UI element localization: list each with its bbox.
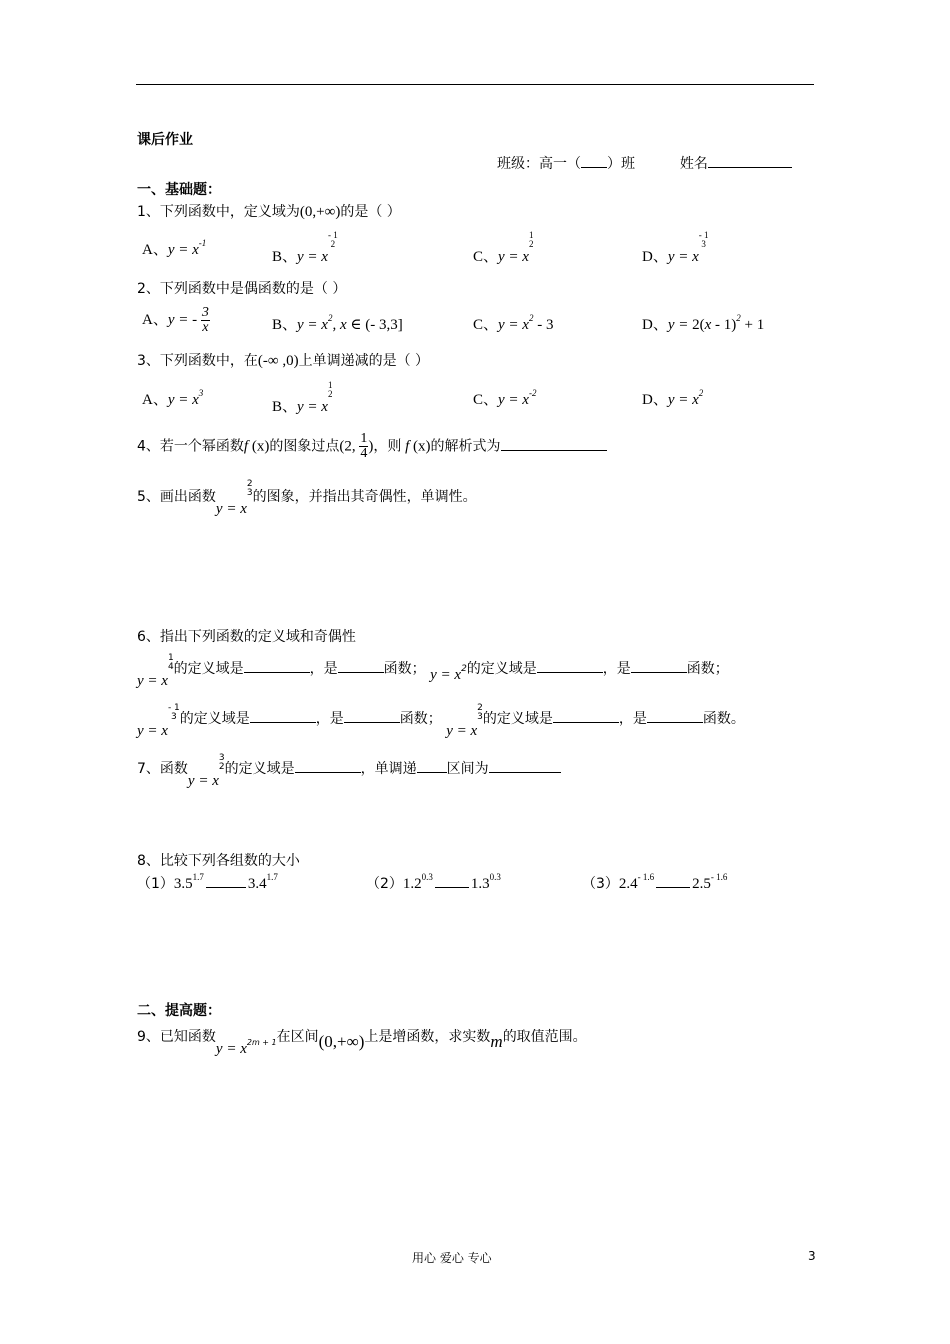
q1-option-b: B、y = x - 1 2: [272, 230, 338, 265]
page-title: 课后作业: [137, 132, 193, 148]
q5-line: 5、画出函数y = x 2 3 的图象，并指出其奇偶性，单调性。: [137, 479, 477, 517]
q6-row-1: y = x 1 4 的定义域是 ，是 函数； y = x2的定义域是 ，是 函数；: [137, 653, 729, 689]
header-rule: [136, 84, 814, 85]
q2-option-b: B、$y = x^2$, x ∈ (- 3,3]: [272, 313, 403, 333]
footer-text: 用心 爱心 专心: [412, 1251, 492, 1265]
q3-option-d: D、$y = x^2$: [642, 388, 704, 408]
class-name-line: [497, 153, 792, 173]
q2-stem: 2、下列函数中是偶函数的是（ ）: [137, 281, 347, 297]
q1-stem: 1、下列函数中，定义域为(0,+∞)的是（ ）: [137, 204, 401, 220]
q8-item-3: $(3)2.4^{- 1.6}$ $2.5^{- 1.6}$: [582, 872, 728, 892]
q9-line: 9、已知函数$y = x_{2m + 1}$在区间(0,+∞)上是增函数，求实数m的取值范围。: [137, 1029, 587, 1057]
q8-item-2: $(2)1.2^{0.3}$ $1.3^{0.3}$: [366, 872, 501, 892]
q6-stem: 6、指出下列函数的定义域和奇偶性: [137, 629, 356, 645]
q3-option-b: B、y = x 1 2: [272, 380, 333, 415]
class-label: 班级：高一（: [497, 156, 581, 172]
q2-option-a: A、y = - $\frac{3}{x}$: [142, 305, 209, 335]
q6-row-2: y = x - 1 3 的定义域是 ，是 函数； y = x 2 3 的定义域是 ，是 函数。: [137, 703, 745, 739]
q3-stem: 3、下列函数中，在(-∞ ,0)上单调递减的是（ ）: [137, 353, 430, 369]
q2-option-d: D、y = 2(x - 1)$^2$ + 1: [642, 313, 765, 333]
q1-domain: (0,+∞): [299, 204, 341, 220]
class-blank: [581, 153, 607, 168]
q4-line: 4、若一个幂函数f (x)的图象过点(2, $\frac{1}{4}$ )，则 f (x)的解析式为: [137, 432, 607, 461]
section2-title: 二、提高题：: [137, 1003, 221, 1019]
section1-title: 一、基础题：: [137, 182, 221, 198]
q7-line: 7、函数y = x 3 2 的定义域是 ，单调递 区间为: [137, 758, 561, 778]
page-number: 3: [808, 1249, 816, 1263]
q1-option-c: C、y = x 1 2: [473, 230, 534, 265]
q8-stem: 8、比较下列各组数的大小: [137, 853, 300, 869]
name-blank: [708, 153, 792, 168]
q3-option-c: C、$y = x^{-2}$: [473, 388, 537, 408]
name-label: 姓名: [679, 156, 708, 172]
q3-option-a: A、$y = x^3$: [142, 388, 204, 408]
class-close: ）班: [607, 156, 635, 172]
q2-option-c: C、$y = x^2 - 3$: [473, 313, 554, 333]
q8-item-1: $(1)3.5^{1.7}$ $3.4^{1.7}$: [137, 872, 278, 892]
q4-answer-blank: [501, 436, 607, 451]
q3-interval: (-∞ ,0): [257, 353, 299, 369]
q1-option-a: A、$y = x^{-1}$: [142, 238, 207, 258]
q1-option-d: D、y = x - 1 3: [642, 230, 709, 265]
